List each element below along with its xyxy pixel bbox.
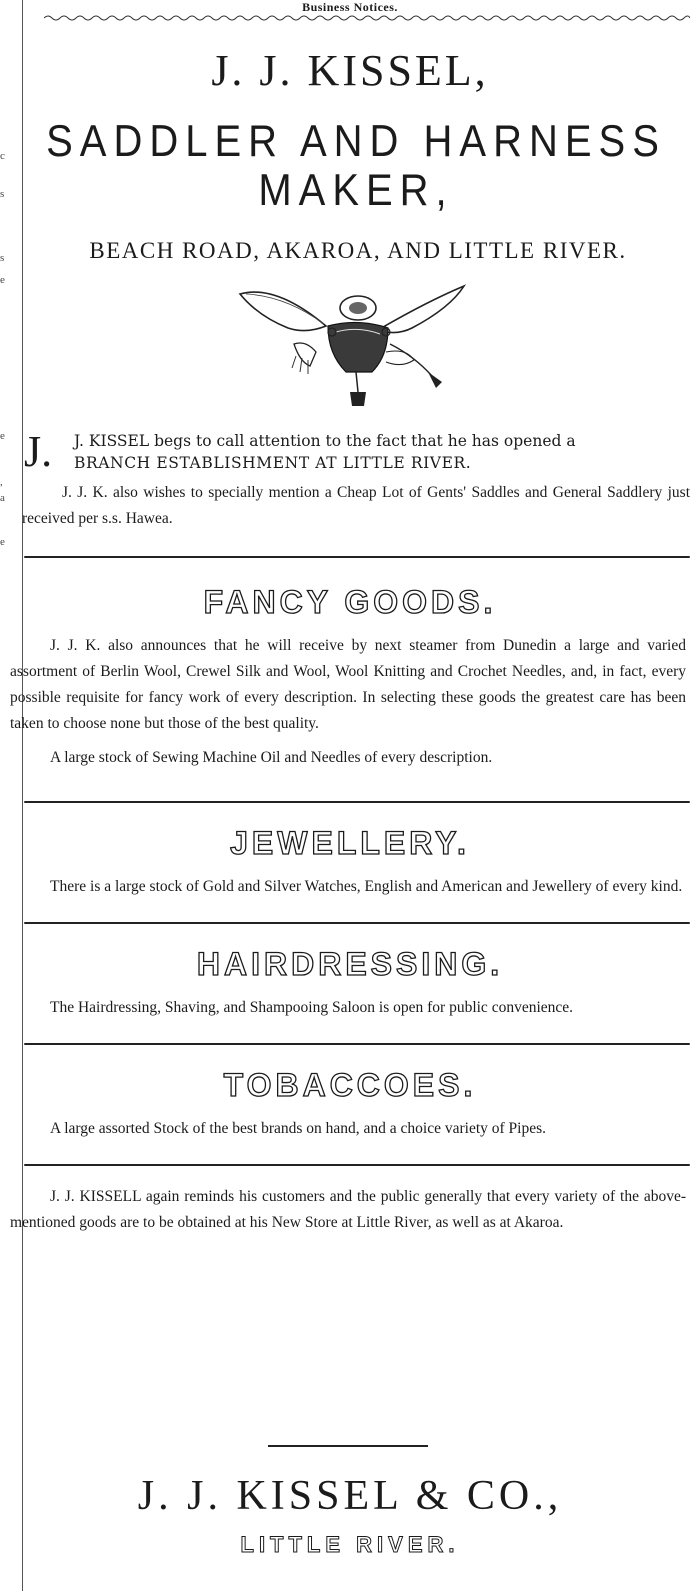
- header-wave-rule: [44, 14, 690, 22]
- jewellery-paragraph: There is a large stock of Gold and Silver Watches, English and American and Jewellery of every kind.: [50, 878, 683, 895]
- heading-tobaccoes: TOBACCOES.: [223, 1067, 477, 1103]
- saddle-and-whips-illustration: [236, 282, 468, 414]
- hairdressing-paragraph: The Hairdressing, Shaving, and Shampooing Saloon is open for public convenience.: [50, 999, 574, 1016]
- section-divider: [24, 801, 690, 803]
- drop-cap: J.: [24, 427, 53, 476]
- section-header: Business Notices.: [302, 0, 398, 14]
- closing-paragraph: J. J. KISSELL again reminds his customers and the public generally that every variety of the above-mentioned goods are to be obtained at his New Store at Little River, as well as at Akaroa.: [10, 1188, 686, 1231]
- sewing-oil-paragraph: A large stock of Sewing Machine Oil and Needles of every description.: [50, 749, 493, 766]
- section-divider: [24, 922, 690, 924]
- margin-fragment: e: [0, 536, 5, 548]
- advertiser-name: J. J. KISSEL,: [211, 46, 489, 95]
- margin-fragment: e: [0, 274, 5, 286]
- footer-company-name: J. J. KISSEL & CO.,: [137, 1473, 563, 1519]
- intro-line-branch: BRANCH ESTABLISHMENT AT LITTLE RIVER.: [74, 454, 472, 472]
- advertiser-trade: SADDLER AND HARNESS MAKER,: [46, 116, 666, 216]
- advertisement-column: [10, 0, 690, 1557]
- footer-divider: [268, 1445, 428, 1447]
- tobaccoes-paragraph: A large assorted Stock of the best brands on hand, and a choice variety of Pipes.: [50, 1120, 547, 1137]
- margin-fragment: a: [0, 492, 5, 504]
- section-divider: [24, 556, 690, 558]
- section-divider: [24, 1043, 690, 1045]
- section-divider: [24, 1164, 690, 1166]
- intro-line: J. KISSEL begs to call attention to the fact that he has opened a: [74, 432, 576, 450]
- saddles-paragraph: J. J. K. also wishes to specially mention a Cheap Lot of Gents' Saddles and General Saddlery just received per s.s. Hawea.: [22, 484, 690, 527]
- margin-fragment: e: [0, 430, 5, 442]
- margin-fragment: s: [0, 188, 5, 200]
- margin-fragment: c: [0, 150, 5, 162]
- intro-block: [22, 427, 690, 532]
- margin-fragment: s: [0, 252, 5, 264]
- heading-fancy-goods: FANCY GOODS.: [203, 584, 497, 620]
- margin-fragment: ,: [0, 476, 3, 488]
- fancy-goods-paragraph: J. J. K. also announces that he will receive by next steamer from Dunedin a large and varied assortment of Berlin Wool, Crewel Silk and Wool, Wool Knitting and Crochet Needles, and, in fact, every possible requisite for fancy work of every description. In selecting these goods the greatest care has been taken to choose none but those of the best quality.: [10, 637, 686, 732]
- heading-hairdressing: HAIRDRESSING.: [196, 946, 504, 982]
- footer-location: LITTLE RIVER.: [240, 1532, 460, 1557]
- advertiser-address: BEACH ROAD, AKAROA, AND LITTLE RIVER.: [89, 238, 627, 263]
- heading-jewellery: JEWELLERY.: [230, 825, 470, 861]
